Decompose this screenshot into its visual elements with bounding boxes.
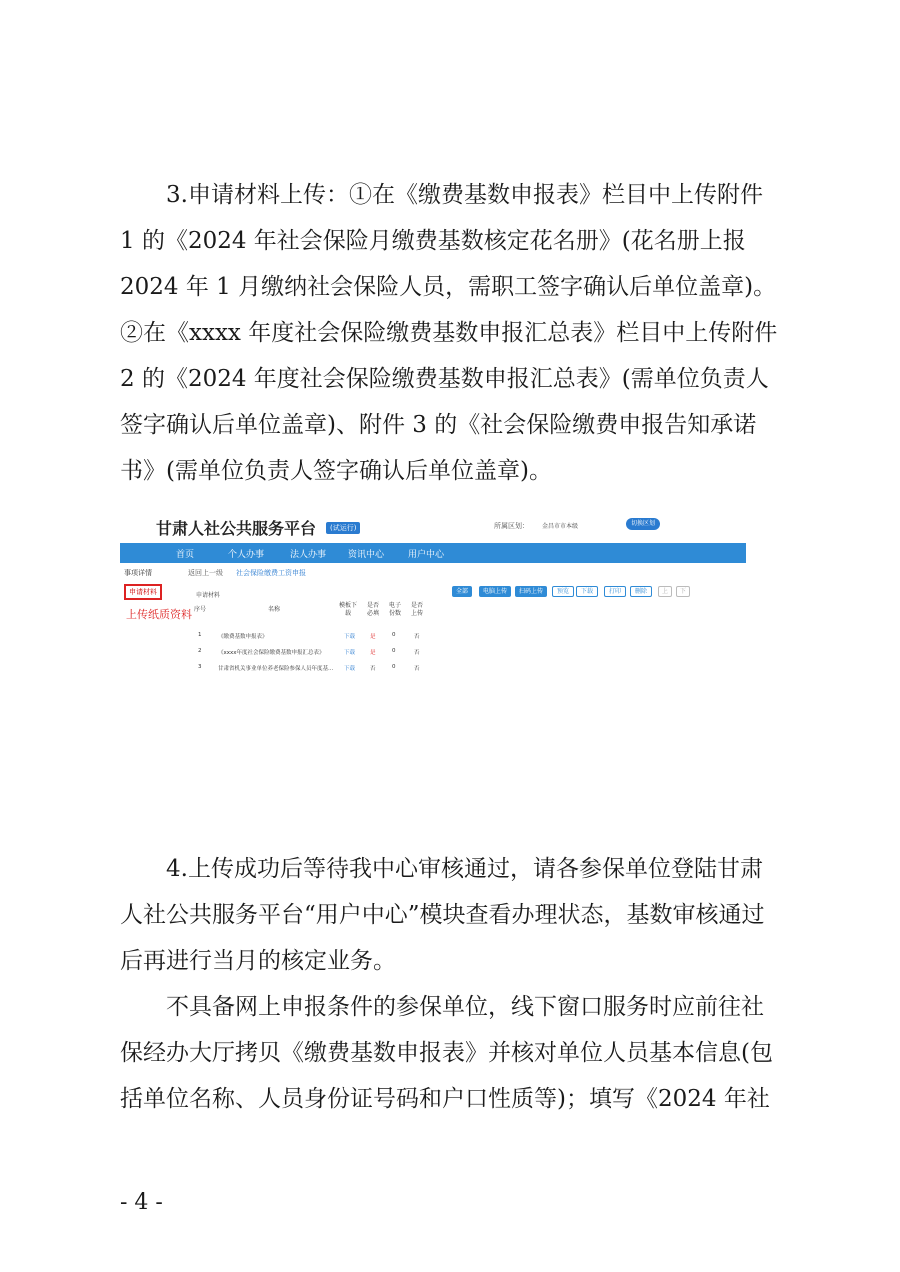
row-required: 否 xyxy=(370,666,376,672)
page-number: - 4 - xyxy=(120,1190,163,1215)
table-row xyxy=(188,662,448,674)
paragraph-offline-filing: 不具备网上申报条件的参保单位，线下窗口服务时应前往社保经办大厅拷贝《缴费基数申报表》并核对单位人员基本信息(包括单位名称、人员身份证号码和户口性质等)；填写《2024 年社 xyxy=(120,994,773,1112)
col-name: 名称 xyxy=(268,606,281,613)
table-row xyxy=(188,630,448,642)
row-no: 1 xyxy=(198,632,202,638)
nav-corporate[interactable]: 法人办事 xyxy=(290,550,327,560)
col-uploaded: 是否上传 xyxy=(410,602,423,617)
download-button[interactable]: 下载 xyxy=(576,586,598,597)
print-button[interactable]: 打印 xyxy=(604,586,626,597)
row-download-link[interactable]: 下载 xyxy=(344,666,356,672)
row-required: 是 xyxy=(370,634,376,640)
all-button[interactable]: 全部 xyxy=(452,586,472,597)
row-required: 是 xyxy=(370,650,376,656)
row-no: 3 xyxy=(198,664,202,670)
col-electronic: 电子份数 xyxy=(388,602,401,617)
trial-badge: (试运行) xyxy=(326,522,360,534)
main-nav xyxy=(120,543,746,563)
row-name: 《缴费基数申报表》 xyxy=(218,634,268,640)
paragraph-review-status: 4.上传成功后等待我中心审核通过，请各参保单位登陆甘肃人社公共服务平台“用户中心”模块查看办理状态，基数审核通过后再进行当月的核定业务。 xyxy=(120,856,765,974)
pc-upload-button[interactable]: 电脑上传 xyxy=(479,586,511,597)
row-no: 2 xyxy=(198,648,202,654)
row-download-link[interactable]: 下载 xyxy=(344,650,356,656)
row-download-link[interactable]: 下载 xyxy=(344,634,356,640)
embedded-screenshot xyxy=(118,508,750,698)
breadcrumb-current: 社会保险缴费工资申报 xyxy=(236,569,306,577)
upload-annotation: 上传纸质资料 xyxy=(126,608,192,621)
preview-button[interactable]: 预览 xyxy=(552,586,574,597)
row-uploaded: 否 xyxy=(414,666,420,672)
breadcrumb-back[interactable]: 返回上一级 xyxy=(188,569,223,577)
row-count: 0 xyxy=(392,664,396,670)
move-up-button[interactable]: 上 xyxy=(658,586,672,597)
col-template: 模板下载 xyxy=(338,602,357,617)
nav-personal[interactable]: 个人办事 xyxy=(228,550,265,560)
col-required: 是否必填 xyxy=(366,602,379,617)
col-no: 序号 xyxy=(194,606,207,613)
section-title: 申请材料 xyxy=(196,592,221,599)
row-count: 0 xyxy=(392,632,396,638)
scan-upload-button[interactable]: 扫码上传 xyxy=(515,586,547,597)
nav-user-center[interactable]: 用户中心 xyxy=(408,550,445,560)
nav-news[interactable]: 资讯中心 xyxy=(348,550,385,560)
row-name: 《xxxx年度社会保险缴费基数申报汇总表》 xyxy=(218,650,325,656)
side-item-detail[interactable]: 事项详情 xyxy=(124,569,152,577)
region-value: 金昌市市本级 xyxy=(542,523,579,530)
switch-region-button[interactable]: 切换区划 xyxy=(626,518,660,530)
region-label: 所属区划： xyxy=(494,522,529,530)
row-name: 甘肃省机关事业单位养老保险参保人员年度基... xyxy=(218,666,334,672)
delete-button[interactable]: 删除 xyxy=(630,586,652,597)
table-row xyxy=(188,646,448,658)
platform-title: 甘肃人社公共服务平台 xyxy=(156,519,317,538)
row-uploaded: 否 xyxy=(414,634,420,640)
nav-home[interactable]: 首页 xyxy=(176,550,195,560)
row-count: 0 xyxy=(392,648,396,654)
row-uploaded: 否 xyxy=(414,650,420,656)
side-item-materials[interactable]: 申请材料 xyxy=(124,584,162,600)
platform-header xyxy=(118,508,750,542)
move-down-button[interactable]: 下 xyxy=(676,586,690,597)
paragraph-material-upload: 3.申请材料上传：①在《缴费基数申报表》栏目中上传附件 1 的《2024 年社会保险月缴费基数核定花名册》(花名册上报 2024 年 1 月缴纳社会保险人员，需职工签字确认后单位盖章)。②在《xxxx 年度社会保险缴费基数申报汇总表》栏目中上传附件 2 的《2024 年度社会保险缴费基数申报汇总表》(需单位负责人签字确认后单位盖章)、附件 3 的《社会保险缴费申报告知承诺书》(需单位负责人签字确认后单位盖章)。 xyxy=(120,182,778,484)
